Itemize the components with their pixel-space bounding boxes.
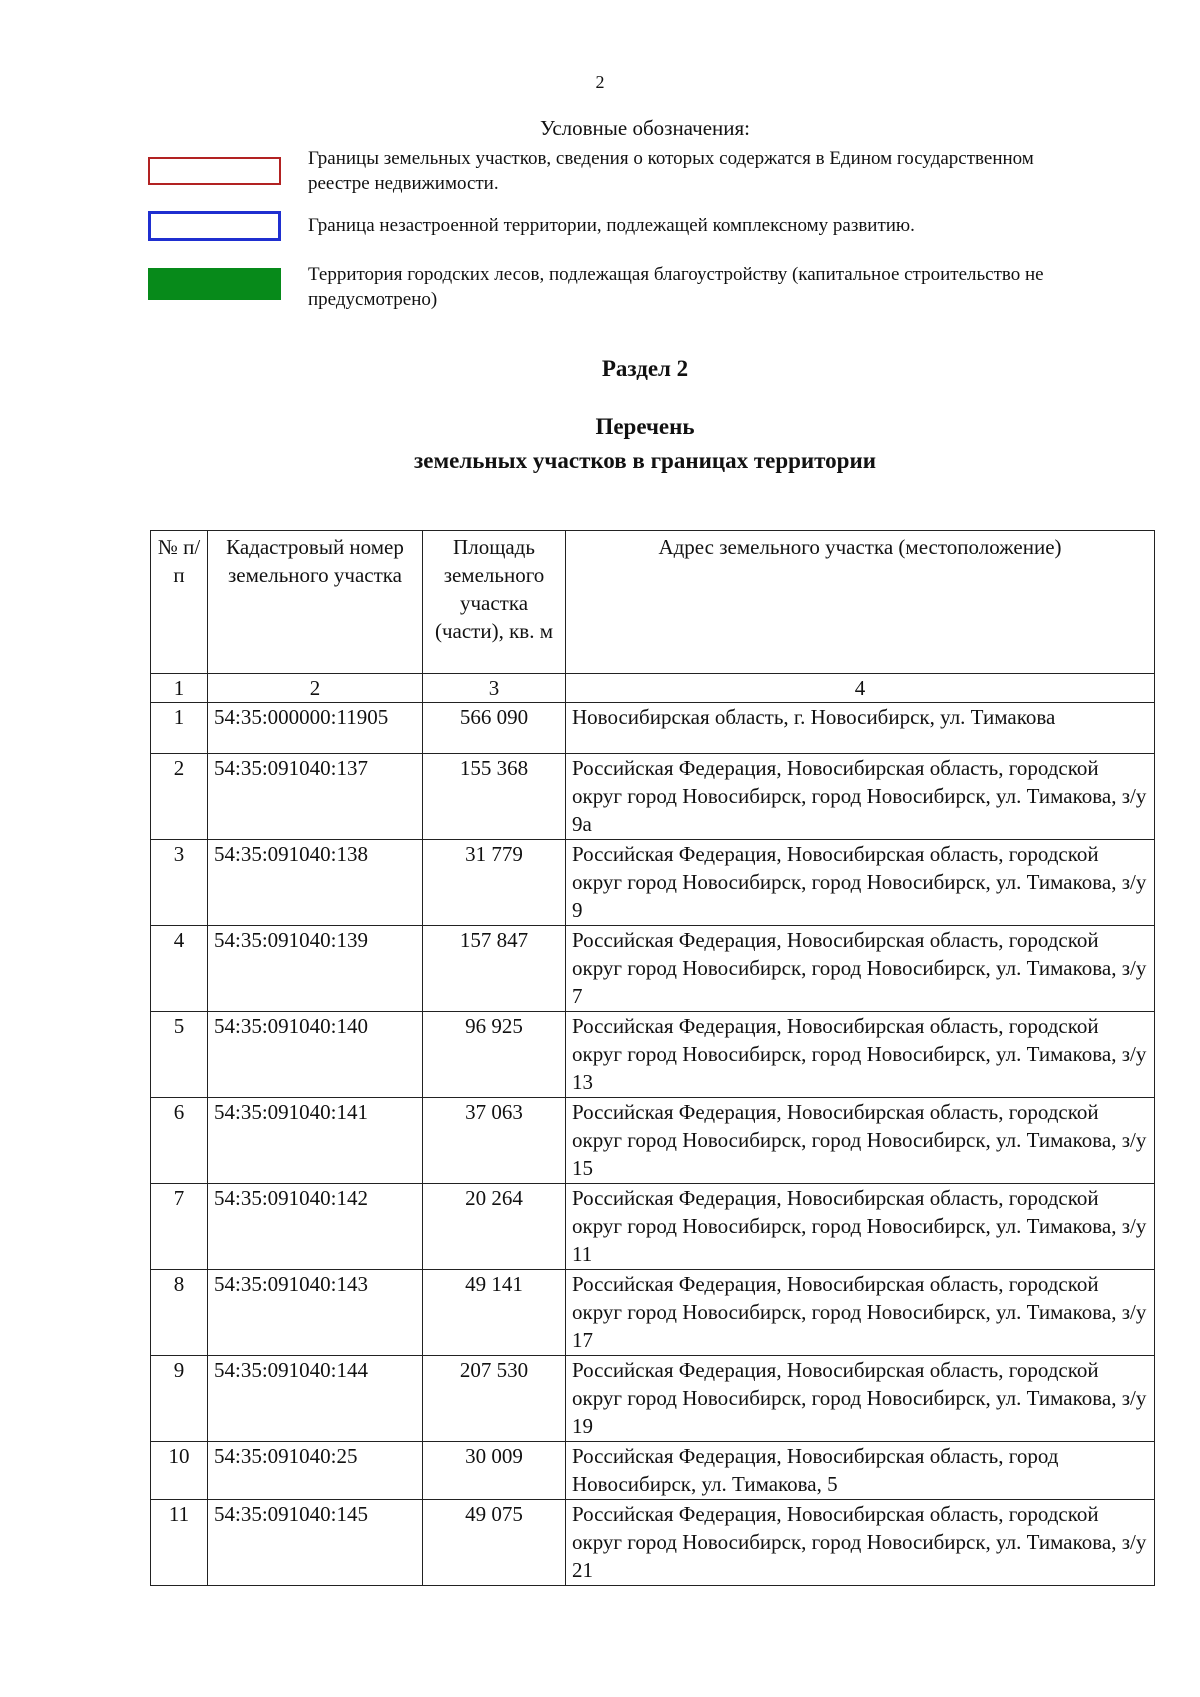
address-cell: Российская Федерация, Новосибирская область, город Новосибирск, ул. Тимакова, 5 (566, 1442, 1155, 1500)
row-number-cell: 11 (151, 1500, 208, 1586)
area-cell: 49 075 (423, 1500, 566, 1586)
table-row (151, 840, 1155, 926)
table-row (151, 1270, 1155, 1356)
row-number-cell: 3 (151, 840, 208, 926)
area-cell: 157 847 (423, 926, 566, 1012)
table-row (151, 1500, 1155, 1586)
list-title-line2: земельных участков в границах территории (414, 448, 876, 473)
table-row (151, 754, 1155, 840)
green-fill-swatch (148, 268, 281, 300)
legend-item-text: Границы земельных участков, сведения о которых содержатся в Едином государственном реестре недвижимости. (308, 148, 1034, 194)
address-cell: Российская Федерация, Новосибирская область, городской округ город Новосибирск, город Новосибирск, ул. Тимакова, з/у 9а (566, 754, 1155, 840)
cadastral-number-cell: 54:35:091040:139 (208, 926, 423, 1012)
row-number-cell: 6 (151, 1098, 208, 1184)
section-title: Раздел 2 (601, 356, 689, 381)
address-cell: Российская Федерация, Новосибирская область, городской округ город Новосибирск, город Новосибирск, ул. Тимакова, з/у 19 (566, 1356, 1155, 1442)
legend-item-text: Граница незастроенной территории, подлежащей комплексному развитию. (308, 215, 915, 236)
row-number-cell: 1 (151, 703, 208, 754)
address-cell: Российская Федерация, Новосибирская область, городской округ город Новосибирск, город Новосибирск, ул. Тимакова, з/у 9 (566, 840, 1155, 926)
area-cell: 49 141 (423, 1270, 566, 1356)
page-number: 2 (595, 72, 605, 92)
column-index: 3 (423, 674, 566, 703)
cadastral-number-cell: 54:35:091040:137 (208, 754, 423, 840)
table-row (151, 1442, 1155, 1500)
area-cell: 155 368 (423, 754, 566, 840)
table-row (151, 926, 1155, 1012)
header-cadastral-number: Кадастровый номер земельного участка (208, 531, 423, 674)
column-index-row (151, 674, 1155, 703)
column-index: 1 (151, 674, 208, 703)
row-number-cell: 4 (151, 926, 208, 1012)
area-cell: 30 009 (423, 1442, 566, 1500)
area-cell: 20 264 (423, 1184, 566, 1270)
table-row (151, 1184, 1155, 1270)
table-row (151, 1356, 1155, 1442)
address-cell: Российская Федерация, Новосибирская область, городской округ город Новосибирск, город Новосибирск, ул. Тимакова, з/у 13 (566, 1012, 1155, 1098)
column-index: 2 (208, 674, 423, 703)
cadastral-number-cell: 54:35:091040:144 (208, 1356, 423, 1442)
legend-item-text: Территория городских лесов, подлежащая благоустройству (капитальное строительство не предусмотрено) (308, 264, 1044, 310)
table-row (151, 1012, 1155, 1098)
cadastral-number-cell: 54:35:091040:143 (208, 1270, 423, 1356)
table-row (151, 1098, 1155, 1184)
area-cell: 96 925 (423, 1012, 566, 1098)
cadastral-number-cell: 54:35:091040:25 (208, 1442, 423, 1500)
cadastral-number-cell: 54:35:091040:138 (208, 840, 423, 926)
blue-outline-swatch (148, 211, 281, 241)
area-cell: 31 779 (423, 840, 566, 926)
header-address: Адрес земельного участка (местоположение) (566, 531, 1155, 674)
list-title (0, 410, 1200, 478)
area-cell: 566 090 (423, 703, 566, 754)
table-row (151, 703, 1155, 754)
header-area: Площадь земельного участка (части), кв. м (423, 531, 566, 674)
cadastral-number-cell: 54:35:091040:141 (208, 1098, 423, 1184)
red-outline-swatch (148, 157, 281, 185)
table-header-row (151, 531, 1155, 674)
column-index: 4 (566, 674, 1155, 703)
address-cell: Российская Федерация, Новосибирская область, городской округ город Новосибирск, город Новосибирск, ул. Тимакова, з/у 21 (566, 1500, 1155, 1586)
area-cell: 37 063 (423, 1098, 566, 1184)
address-cell: Российская Федерация, Новосибирская область, городской округ город Новосибирск, город Новосибирск, ул. Тимакова, з/у 7 (566, 926, 1155, 1012)
row-number-cell: 10 (151, 1442, 208, 1500)
row-number-cell: 5 (151, 1012, 208, 1098)
cadastral-number-cell: 54:35:091040:140 (208, 1012, 423, 1098)
row-number-cell: 7 (151, 1184, 208, 1270)
cadastral-number-cell: 54:35:091040:145 (208, 1500, 423, 1586)
row-number-cell: 2 (151, 754, 208, 840)
legend-title: Условные обозначения: (539, 116, 751, 140)
address-cell: Российская Федерация, Новосибирская область, городской округ город Новосибирск, город Новосибирск, ул. Тимакова, з/у 17 (566, 1270, 1155, 1356)
list-title-line1: Перечень (595, 414, 695, 439)
area-cell: 207 530 (423, 1356, 566, 1442)
address-cell: Российская Федерация, Новосибирская область, городской округ город Новосибирск, город Новосибирск, ул. Тимакова, з/у 11 (566, 1184, 1155, 1270)
cadastral-number-cell: 54:35:000000:11905 (208, 703, 423, 754)
land-plots-table (150, 530, 1155, 1586)
row-number-cell: 9 (151, 1356, 208, 1442)
row-number-cell: 8 (151, 1270, 208, 1356)
header-number: № п/п (151, 531, 208, 674)
address-cell: Новосибирская область, г. Новосибирск, ул. Тимакова (566, 703, 1155, 754)
address-cell: Российская Федерация, Новосибирская область, городской округ город Новосибирск, город Новосибирск, ул. Тимакова, з/у 15 (566, 1098, 1155, 1184)
cadastral-number-cell: 54:35:091040:142 (208, 1184, 423, 1270)
